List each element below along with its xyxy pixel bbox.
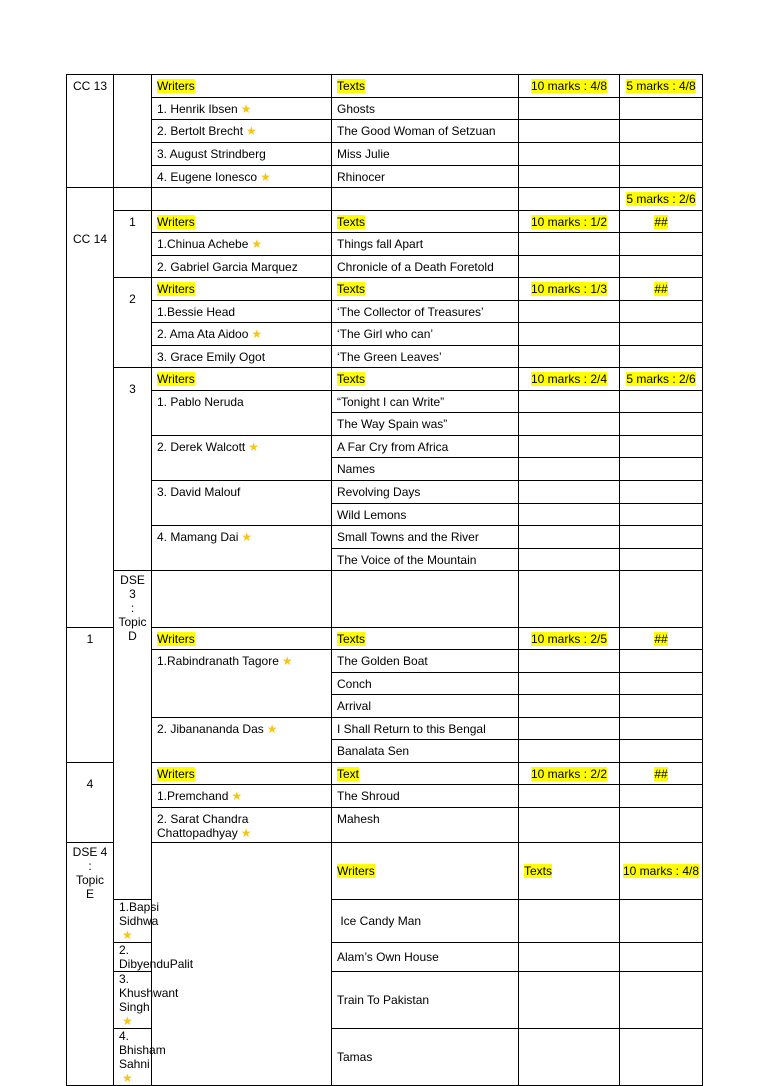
text-cell: Small Towns and the River [332,526,519,549]
unit-cell-empty [152,571,332,628]
marks5-cell [620,740,703,763]
writers-header: Writers [152,628,332,650]
text-cell: The Golden Boat [332,650,519,673]
star-icon: ★ [251,237,263,251]
marks10-cell [519,98,620,120]
marks10-cell [519,695,620,718]
texts-header: Texts [332,211,519,233]
course-cc14: CC 14 [67,188,114,628]
marks10-cell [519,323,620,346]
table-row [67,301,703,323]
text-cell: Ghosts [332,98,519,120]
table-row [67,391,703,413]
unit-cell-empty [114,188,152,211]
syllabus-table [66,74,703,1086]
marks5-header: 5 marks : 4/8 [620,75,703,98]
cc14-unit1-header-row [67,211,703,233]
table-row [67,256,703,278]
table-row [67,143,703,166]
dse3-unit1-header-row [67,628,703,650]
marks5-cell [620,1029,703,1086]
writer-cell: 2. Jibanananda Das ★ [152,718,332,763]
marks5-cell [620,526,703,549]
table-row [67,323,703,346]
marks5-cell [620,785,703,808]
star-icon: ★ [281,654,293,668]
star-icon: ★ [246,124,257,138]
marks5-cell [620,808,703,843]
marks10-header: 10 marks : 4/8 [519,75,620,98]
writer-cell: 1. Pablo Neruda [152,391,332,436]
unit-number: 2 [114,278,152,368]
writer-cell: 4. Eugene Ionesco ★ [152,166,332,188]
marks5-summary: 5 marks : 2/6 [620,188,703,211]
text-cell: Chronicle of a Death Foretold [332,256,519,278]
dse4-header-row [67,843,703,900]
text-cell: I Shall Return to this Bengal [332,718,519,740]
text-cell: Arrival [332,695,519,718]
marks5-cell [620,436,703,458]
texts-header: Texts [332,628,519,650]
marks5-cell [620,323,703,346]
marks10-header: 10 marks : 2/2 [519,763,620,785]
marks10-cell [519,346,620,368]
table-row [67,650,703,673]
writers-header: Writers [152,211,332,233]
marks5-cell [620,718,703,740]
text-cell: Things fall Apart [332,233,519,256]
table-row [67,233,703,256]
writer-cell: 2. Sarat Chandra Chattopadhyay ★ [152,808,332,843]
marks5-header: ## [620,763,703,785]
writers-header: Writers [332,843,519,900]
text-cell [332,188,519,211]
dse3-unit4-header-row [67,763,703,785]
dse3-summary-row [67,571,703,628]
writers-header: Writers [152,763,332,785]
marks10-header: 10 marks : 1/2 [519,211,620,233]
course-cc13: CC 13 [67,75,114,188]
marks10-cell [519,526,620,549]
marks10-cell [519,458,620,481]
marks5-cell [620,413,703,436]
marks5-header: ## [620,278,703,301]
writer-cell: 1.Rabindranath Tagore ★ [152,650,332,718]
writer-cell: 2. Gabriel Garcia Marquez [152,256,332,278]
writers-header: Writers [152,368,332,391]
marks5-cell [620,98,703,120]
table-row [67,526,703,549]
marks10-cell [519,301,620,323]
marks10-cell [519,256,620,278]
marks10-cell [519,504,620,526]
text-cell: Names [332,458,519,481]
table-row [67,120,703,143]
table-row [67,346,703,368]
marks5-header: 5 marks : 2/6 [620,368,703,391]
marks10-cell [519,718,620,740]
marks5-cell [620,673,703,695]
table-row [67,808,703,843]
marks10-cell [519,413,620,436]
marks10-cell [519,1029,620,1086]
marks10-cell [519,972,620,1029]
marks10-cell [519,808,620,843]
writer-cell: 3. August Strindberg [152,143,332,166]
marks10-cell [519,740,620,763]
writer-cell: 1.Chinua Achebe ★ [152,233,332,256]
marks5-cell [620,504,703,526]
writer-cell: 1.Bapsi Sidhwa★ [114,900,152,943]
star-icon: ★ [240,826,252,840]
marks5-cell [620,233,703,256]
texts-header: Texts [519,843,620,900]
star-icon: ★ [241,530,253,544]
marks10-cell [620,571,703,628]
text-cell [519,571,620,628]
marks5-cell [620,549,703,571]
marks5-cell [620,346,703,368]
marks5-cell [620,120,703,143]
writer-cell: 1.Premchand ★ [152,785,332,808]
marks5-cell [620,143,703,166]
text-cell: Train To Pakistan [332,972,519,1029]
writer-cell: 1. Henrik Ibsen ★ [152,98,332,120]
marks5-cell [620,695,703,718]
writer-cell: 3. Grace Emily Ogot [152,346,332,368]
writer-cell: 4. Mamang Dai ★ [152,526,332,571]
marks10-header: 10 marks : 2/4 [519,368,620,391]
writer-cell: 3. David Malouf [152,481,332,526]
marks5-cell [620,166,703,188]
writer-cell: 1.Bessie Head [152,301,332,323]
unit-cell-empty [114,75,152,188]
texts-header: Texts [332,75,519,98]
star-icon: ★ [240,101,252,116]
cc13-header-row [67,75,703,98]
text-cell: Alam’s Own House [332,943,519,972]
table-row [67,436,703,458]
marks10-cell [519,120,620,143]
writer-cell [332,571,519,628]
marks10-cell [519,166,620,188]
table-row [67,718,703,740]
marks5-header: ## [620,628,703,650]
table-row [67,166,703,188]
star-icon: ★ [266,722,278,736]
marks5-cell [620,301,703,323]
marks10-cell [519,650,620,673]
text-cell: ‘The Green Leaves’ [332,346,519,368]
text-cell: Banalata Sen [332,740,519,763]
star-icon: ★ [251,327,263,341]
marks10-cell [519,673,620,695]
marks5-cell [620,972,703,1029]
table-row [67,785,703,808]
text-cell: Tamas [332,1029,519,1086]
marks10-cell [519,900,620,943]
marks10-cell [519,436,620,458]
unit-number: 1 [67,628,114,763]
star-icon: ★ [122,1014,133,1028]
star-icon: ★ [122,1071,133,1085]
text-cell: “Tonight I can Write” [332,391,519,413]
marks5-cell [620,256,703,278]
texts-header: Text [332,763,519,785]
marks5-cell [620,943,703,972]
text-cell: The Voice of the Mountain [332,549,519,571]
marks10-header: 10 marks : 2/5 [519,628,620,650]
text-cell: Ice Candy Man [332,900,519,943]
text-cell: The Shroud [332,785,519,808]
marks5-header: ## [620,211,703,233]
star-icon: ★ [248,440,260,454]
cc14-unit2-header-row [67,278,703,301]
cc14-unit3-header-row [67,368,703,391]
course-dse4: DSE 4 : Topic E [67,843,114,1086]
unit-number: 4 [67,763,114,843]
unit-number: 1 [114,211,152,278]
marks10-cell [519,481,620,504]
texts-header: Texts [332,278,519,301]
writers-header: Writers [152,75,332,98]
star-icon: ★ [122,928,133,942]
text-cell: Mahesh [332,808,519,843]
text-cell: Conch [332,673,519,695]
text-cell: The Way Spain was” [332,413,519,436]
cc14-summary-row [67,188,703,211]
marks10-cell [519,391,620,413]
marks10-cell [519,188,620,211]
writer-cell: 2. Bertolt Brecht ★ [152,120,332,143]
course-dse3: DSE 3 : Topic D [114,571,152,900]
marks10-cell [519,785,620,808]
star-icon: ★ [260,169,271,184]
table-row [67,98,703,120]
text-cell: A Far Cry from Africa [332,436,519,458]
writer-cell [152,188,332,211]
marks5-cell [620,458,703,481]
texts-header: Texts [332,368,519,391]
unit-number: 3 [114,368,152,571]
text-cell: Wild Lemons [332,504,519,526]
marks5-cell [620,391,703,413]
star-icon: ★ [231,789,243,803]
text-cell: ‘The Collector of Treasures’ [332,301,519,323]
marks10-header: 10 marks : 4/8 [620,843,703,900]
writer-cell: 2. Derek Walcott ★ [152,436,332,481]
text-cell: Miss Julie [332,143,519,166]
marks10-cell [519,143,620,166]
text-cell: Revolving Days [332,481,519,504]
table-row [67,481,703,504]
text-cell: ‘The Girl who can’ [332,323,519,346]
writer-cell: 2. DibyenduPalit [114,943,152,972]
marks5-cell [620,900,703,943]
marks10-cell [519,549,620,571]
text-cell: The Good Woman of Setzuan [332,120,519,143]
marks5-cell [620,481,703,504]
marks10-header: 10 marks : 1/3 [519,278,620,301]
writers-header: Writers [152,278,332,301]
writer-cell: 4. Bhisham Sahni★ [114,1029,152,1086]
marks10-cell [519,233,620,256]
writer-cell: 2. Ama Ata Aidoo ★ [152,323,332,346]
marks5-cell [620,650,703,673]
text-cell: Rhinocer [332,166,519,188]
marks10-cell [519,943,620,972]
writer-cell: 3. Khushwant Singh★ [114,972,152,1029]
